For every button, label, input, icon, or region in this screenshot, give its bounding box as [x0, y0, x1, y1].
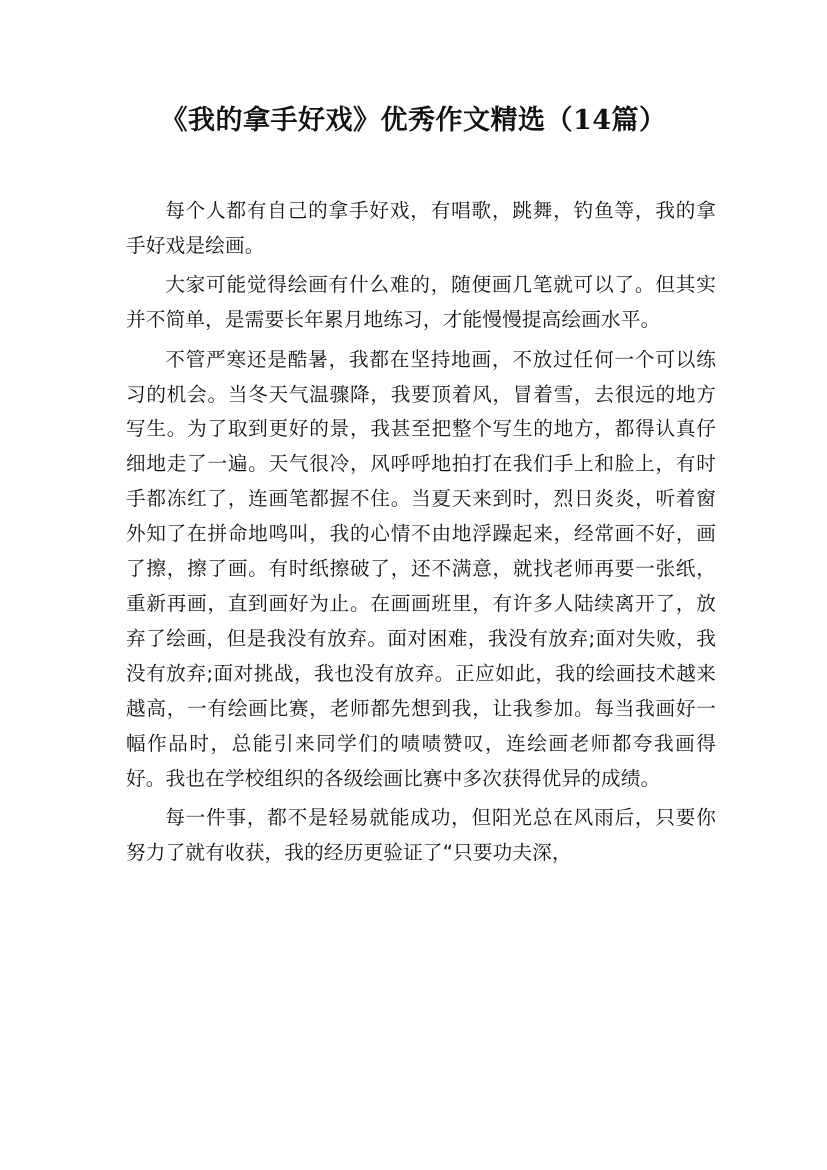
document-title: 《我的拿手好戏》优秀作文精选（14篇）: [160, 105, 667, 136]
paragraph: 大家可能觉得绘画有什么难的，随便画几笔就可以了。但其实并不简单，是需要长年累月地练习，才能慢慢提高绘画水平。: [126, 273, 716, 332]
essay-body: [126, 194, 716, 875]
paragraph: 每个人都有自己的拿手好戏，有唱歌，跳舞，钓鱼等，我的拿手好戏是绘画。: [126, 199, 716, 257]
paragraph: 不管严寒还是酷暑，我都在坚持地画，不放过任何一个可以练习的机会。当冬天气温骤降，我要顶着风，冒着雪，去很远的地方写生。为了取到更好的景，我甚至把整个写生的地方，都得认真仔细地走了一遍。天气很冷，风呼呼地拍打在我们手上和脸上，有时手都冻红了，连画笔都握不住。当夏天来到时，烈日炎炎，听着窗外知了在拼命地鸣叫，我的心情不由地浮躁起来，经常画不好，画了擦，擦了画。有时纸擦破了，还不满意，就找老师再要一张纸，重新再画，直到画好为止。在画画班里，有许多人陆续离开了，放弃了绘画，但是我没有放弃。面对困难，我没有放弃;面对失败，我没有放弃;面对挑战，我也没有放弃。正应如此，我的绘画技术越来越高，一有绘画比赛，老师都先想到我，让我参加。每当我画好一幅作品时，总能引来同学们的啧啧赞叹，连绘画老师都夸我画得好。我也在学校组织的各级绘画比赛中多次获得优异的成绩。: [126, 347, 716, 790]
paragraph: 每一件事，都不是轻易就能成功，但阳光总在风雨后，只要你努力了就有收获，我的经历更验证了“只要功夫深，: [126, 805, 716, 864]
